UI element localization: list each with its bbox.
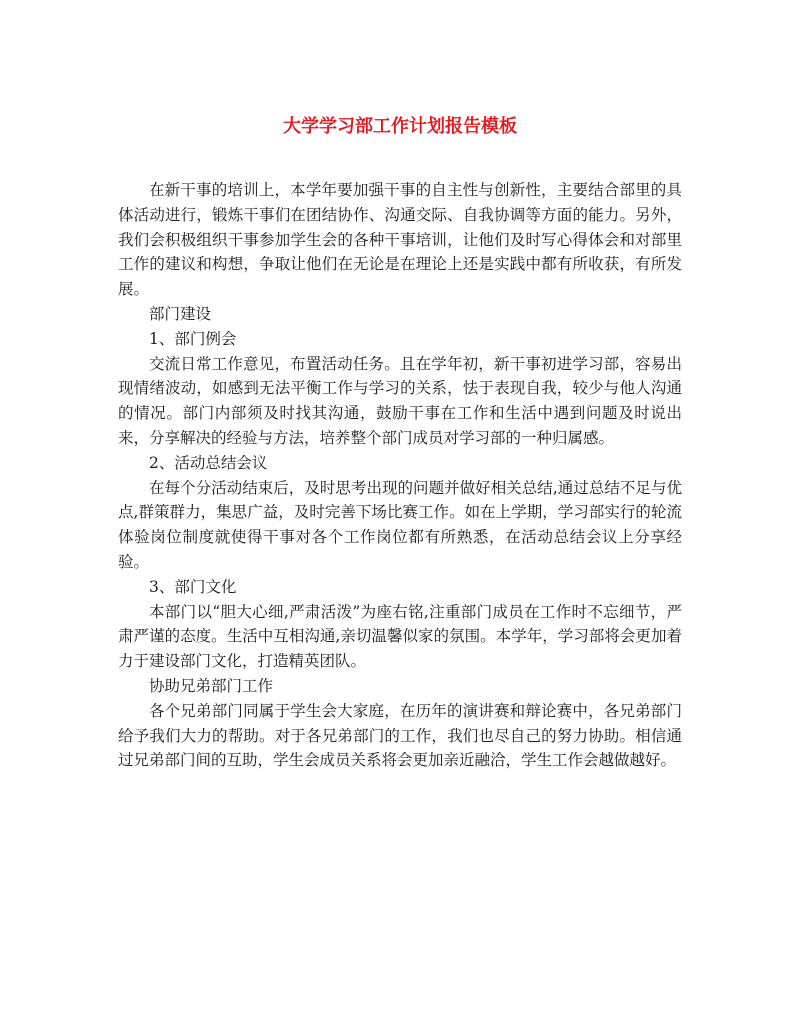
paragraph-intro: 在新干事的培训上，本学年要加强干事的自主性与创新性，主要结合部里的具体活动进行，锻炼干事们在团结协作、沟通交际、自我协调等方面的能力。另外，我们会积极组织干事参加学生会的各种干事培训，让他们及时写心得体会和对部里工作的建议和构想，争取让他们在无论是在理论上还是实践中都有所收获，有所发展。 <box>118 181 682 299</box>
subheading-activity-summary-meeting: 2、活动总结会议 <box>149 453 268 472</box>
paragraph-department-meeting: 交流日常工作意见，布置活动任务。且在学年初，新干事初进学习部，容易出现情绪波动，如感到无法平衡工作与学习的关系，怯于表现自我，较少与他人沟通的情况。部门内部须及时找其沟通，鼓励干事在工作和生活中遇到问题及时说出来，分享解决的经验与方法，培养整个部门成员对学习部的一种归属感。 <box>118 354 682 447</box>
section-heading-assist-departments: 协助兄弟部门工作 <box>149 676 274 695</box>
paragraph-department-culture: 本部门以“胆大心细,严肃活泼”为座右铭,注重部门成员在工作时不忘细节，严肃严谨的态度。生活中互相沟通,亲切温馨似家的氛围。本学年，学习部将会更加着力于建设部门文化，打造精英团队。 <box>118 602 682 671</box>
paragraph-activity-summary: 在每个分活动结束后，及时思考出现的问题并做好相关总结,通过总结不足与优点,群策群力，集思广益，及时完善下场比赛工作。如在上学期，学习部实行的轮流体验岗位制度就使得干事对各个工作岗位都有所熟悉，在活动总结会议上分享经验。 <box>118 478 682 571</box>
document-body <box>118 178 682 773</box>
subheading-department-meeting: 1、部门例会 <box>149 329 237 348</box>
document-title: 大学学习部工作计划报告模板 <box>283 116 517 137</box>
paragraph-assist-departments: 各个兄弟部门同属于学生会大家庭，在历年的演讲赛和辩论赛中，各兄弟部门给予我们大力的帮助。对于各兄弟部门的工作，我们也尽自己的努力协助。相信通过兄弟部门间的互助，学生会成员关系将会更加亲近融洽，学生工作会越做越好。 <box>118 701 682 770</box>
section-heading-department-building: 部门建设 <box>149 304 212 323</box>
subheading-department-culture: 3、部门文化 <box>149 577 237 596</box>
